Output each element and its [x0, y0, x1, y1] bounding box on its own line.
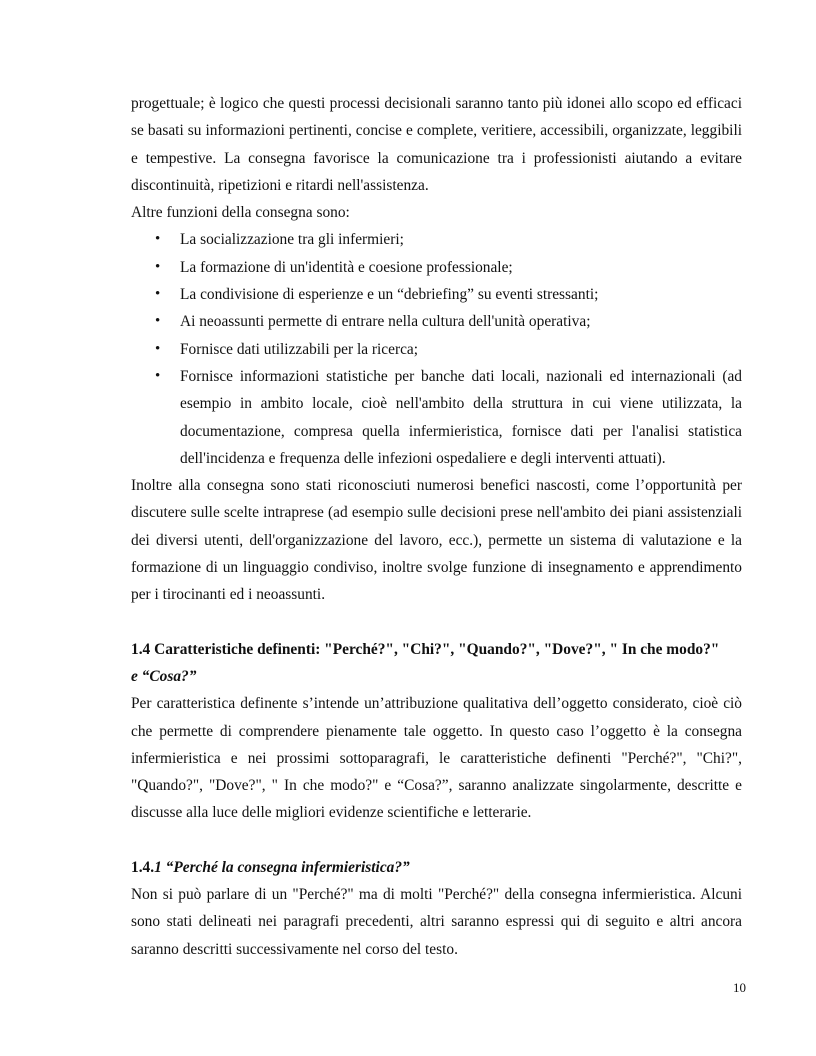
section-heading-1-4 — [131, 636, 742, 691]
paragraph-intro: progettuale; è logico che questi processi decisionali saranno tanto più idonei allo scopo ed efficaci se basati su informazioni pertinenti, concise e complete, veritiere, accessibili, organizzate, leggibili e tempestive. La consegna favorisce la comunicazione tra i professionisti aiutando a evitare discontinuità, ripetizioni e ritardi nell'assistenza. — [131, 95, 742, 194]
list-item: • Ai neoassunti permette di entrare nella cultura dell'unità operativa; — [180, 308, 742, 335]
heading-bold-text: 1.4 Caratteristiche definenti: "Perché?", "Chi?", "Quando?", "Dove?", " In che modo?" — [131, 640, 720, 658]
list-item: • Fornisce informazioni statistiche per banche dati locali, nazionali ed internazionali (ad esempio in ambito locale, cioè nell'ambito della struttura in cui viene utilizzata, la documentazione, compresa quella infermieristica, fornisce dati per l'analisi statistica dell'incidenza e frequenza delle infezioni ospedaliere e degli interventi attuati). — [180, 363, 742, 472]
list-item: • La formazione di un'identità e coesione professionale; — [180, 254, 742, 281]
heading-number: 1.4. — [131, 858, 155, 876]
heading-italic-text: e “Cosa?” — [131, 667, 197, 685]
section-heading-1-4-1 — [131, 854, 742, 881]
page-number: 10 — [733, 980, 746, 995]
heading-italic-title: 1 “Perché la consegna infermieristica?” — [154, 858, 410, 876]
paragraph-why: Non si può parlare di un "Perché?" ma di molti "Perché?" della consegna infermieristica. Alcuni sono stati delineati nei paragrafi precedenti, altri saranno espressi qui di seguito e altri ancora saranno descritti successivamente nel corso del testo. — [131, 886, 742, 958]
paragraph-hidden-benefits: Inoltre alla consegna sono stati riconosciuti numerosi benefici nascosti, come l’opportunità per discutere sulle scelte intraprese (ad esempio sulle decisioni prese nell'ambito dei piani assistenziali dei diversi utenti, dell'organizzazione del lavoro, ecc.), permette un sistema di valutazione e la formazione di un linguaggio condiviso, inoltre svolge funzione di insegnamento e apprendimento per i tirocinanti ed i neoassunti. — [131, 477, 742, 604]
paragraph-definition: Per caratteristica definente s’intende un’attribuzione qualitativa dell’oggetto considerato, cioè ciò che permette di comprendere pienamente tale oggetto. In questo caso l’oggetto è la consegna infermieristica e nei prossimi sottoparagrafi, le caratteristiche definenti "Perché?", "Chi?", "Quando?", "Dove?", " In che modo?" e “Cosa?”, saranno analizzate singolarmente, descritte e discusse alla luce delle migliori evidenze scientifiche e letterarie. — [131, 695, 742, 822]
paragraph-functions-lead: Altre funzioni della consegna sono: — [131, 204, 350, 222]
list-item: • La condivisione di esperienze e un “debriefing” su eventi stressanti; — [180, 281, 742, 308]
list-item: • La socializzazione tra gli infermieri; — [180, 226, 742, 253]
list-item: • Fornisce dati utilizzabili per la ricerca; — [180, 336, 742, 363]
document-page — [131, 90, 742, 963]
functions-list — [131, 226, 742, 472]
